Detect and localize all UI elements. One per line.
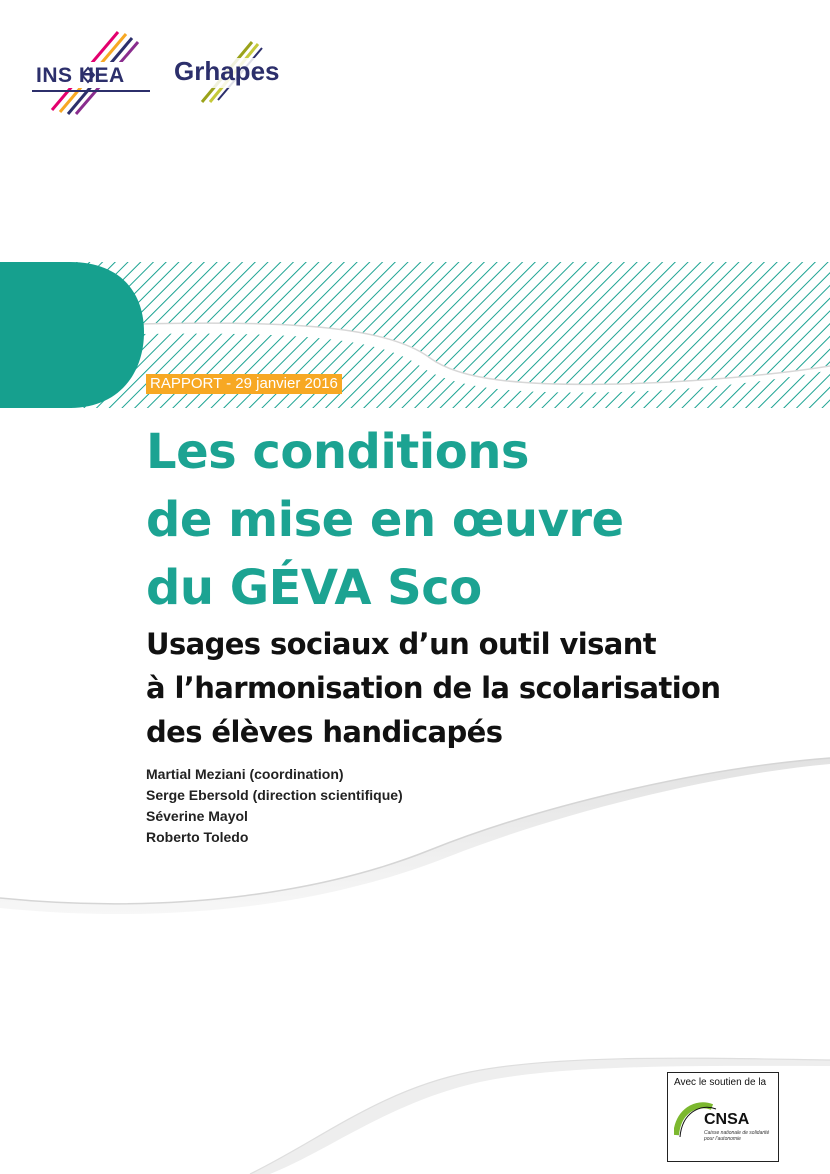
title-line: Les conditions: [146, 424, 529, 480]
grhapes-logo-text: Grhapes: [174, 56, 280, 86]
grhapes-logo: [168, 36, 298, 106]
inshea-underline: [32, 90, 150, 92]
title-line: du GÉVA Sco: [146, 560, 482, 616]
sponsor-tagline: Caisse nationale de solidarité pour l’autonomie: [704, 1130, 770, 1142]
sponsor-box: [667, 1072, 779, 1162]
report-date-tag: RAPPORT - 29 janvier 2016: [146, 374, 342, 394]
subtitle-line: des élèves handicapés: [146, 715, 503, 749]
inshea-logo: [28, 28, 158, 118]
author-item: Serge Ebersold (direction scientifique): [146, 787, 403, 803]
inshea-logo-text: INS HEA: [36, 64, 125, 87]
report-title: [146, 418, 786, 622]
subtitle-line: Usages sociaux d’un outil visant: [146, 627, 657, 661]
report-subtitle: [146, 622, 806, 754]
title-line: de mise en œuvre: [146, 492, 624, 548]
sponsor-name: CNSA: [704, 1111, 750, 1128]
hatched-band: [0, 262, 830, 412]
author-item: Roberto Toledo: [146, 829, 249, 845]
author-item: Séverine Mayol: [146, 808, 248, 824]
author-item: Martial Meziani (coordination): [146, 766, 344, 782]
subtitle-line: à l’harmonisation de la scolarisation: [146, 671, 721, 705]
sponsor-heading: Avec le soutien de la: [674, 1077, 767, 1088]
